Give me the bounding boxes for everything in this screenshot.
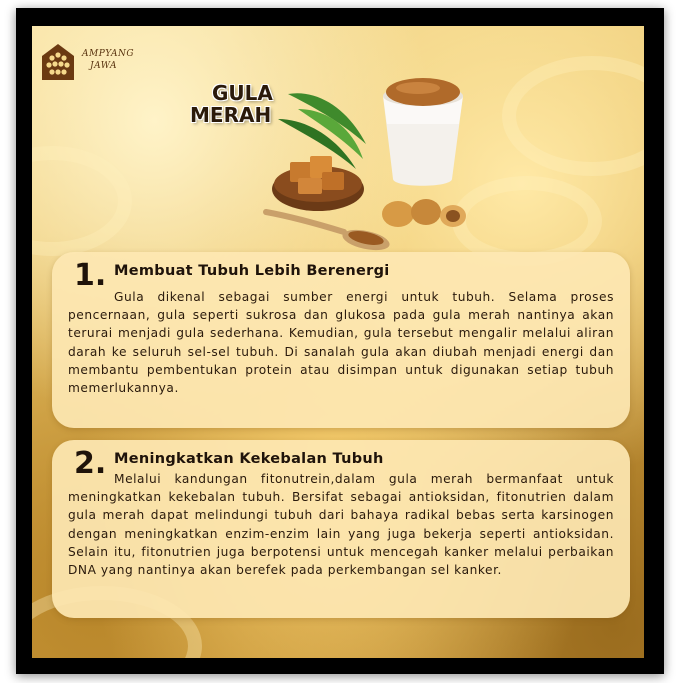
brand-logo bbox=[38, 38, 148, 94]
benefit-number: 2. bbox=[74, 446, 107, 481]
palm-fruit-icon bbox=[382, 199, 466, 227]
benefit-heading: Membuat Tubuh Lebih Berenergi bbox=[114, 263, 390, 279]
sugar-block-bowl-icon bbox=[272, 156, 364, 211]
decor-swirl bbox=[32, 146, 132, 256]
wooden-spoon-icon bbox=[266, 212, 391, 254]
brand-name-line2: JAWA bbox=[90, 61, 118, 71]
page-title bbox=[190, 82, 273, 126]
brand-name bbox=[82, 48, 134, 72]
benefit-body: Melalui kandungan fitonutrein,dalam gula merah bermanfaat untuk meningkatkan kekebalan tubuh. Bersifat sebagai antioksidan, fitonutrien dalam gula merah dapat melindungi tubuh dari bahaya radikal bebas serta karsinogen dengan meningkatkan enzim-enzim lain yang juga bekerja seperti antioksidan. Selain itu, fitonutrien juga berpotensi untuk mencegah kanker melalui perbaikan DNA yang nantinya akan berefek pada perkembangan sel kanker. bbox=[68, 472, 614, 578]
benefit-card-2 bbox=[52, 440, 630, 618]
benefit-number: 1. bbox=[74, 258, 107, 293]
decor-swirl bbox=[502, 56, 644, 176]
benefit-body: Gula dikenal sebagai sumber energi untuk tubuh. Selama proses pencernaan, gula seperti sukrosa dan glukosa pada gula merah nantinya akan terurai menjadi gula sederhana. Kemudian, gula tersebut mengalir melalui aliran darah ke seluruh sel-sel tubuh. Di sanalah gula akan diubah menjadi energi dan membantu pembentukan protein atau disimpan untuk digunakan setiap tubuh memerlukannya. bbox=[68, 290, 614, 396]
benefit-heading: Meningkatkan Kekebalan Tubuh bbox=[114, 451, 384, 467]
poster bbox=[32, 26, 644, 658]
title-line1: GULA bbox=[212, 81, 273, 105]
title-line2: MERAH bbox=[190, 103, 272, 127]
cup-of-sugar-icon bbox=[383, 78, 463, 186]
brand-name-line1: AMPYANG bbox=[82, 49, 135, 59]
brown-sugar-illustration bbox=[248, 64, 468, 254]
benefit-card-1 bbox=[52, 252, 630, 428]
logo-mark-icon bbox=[38, 42, 78, 84]
